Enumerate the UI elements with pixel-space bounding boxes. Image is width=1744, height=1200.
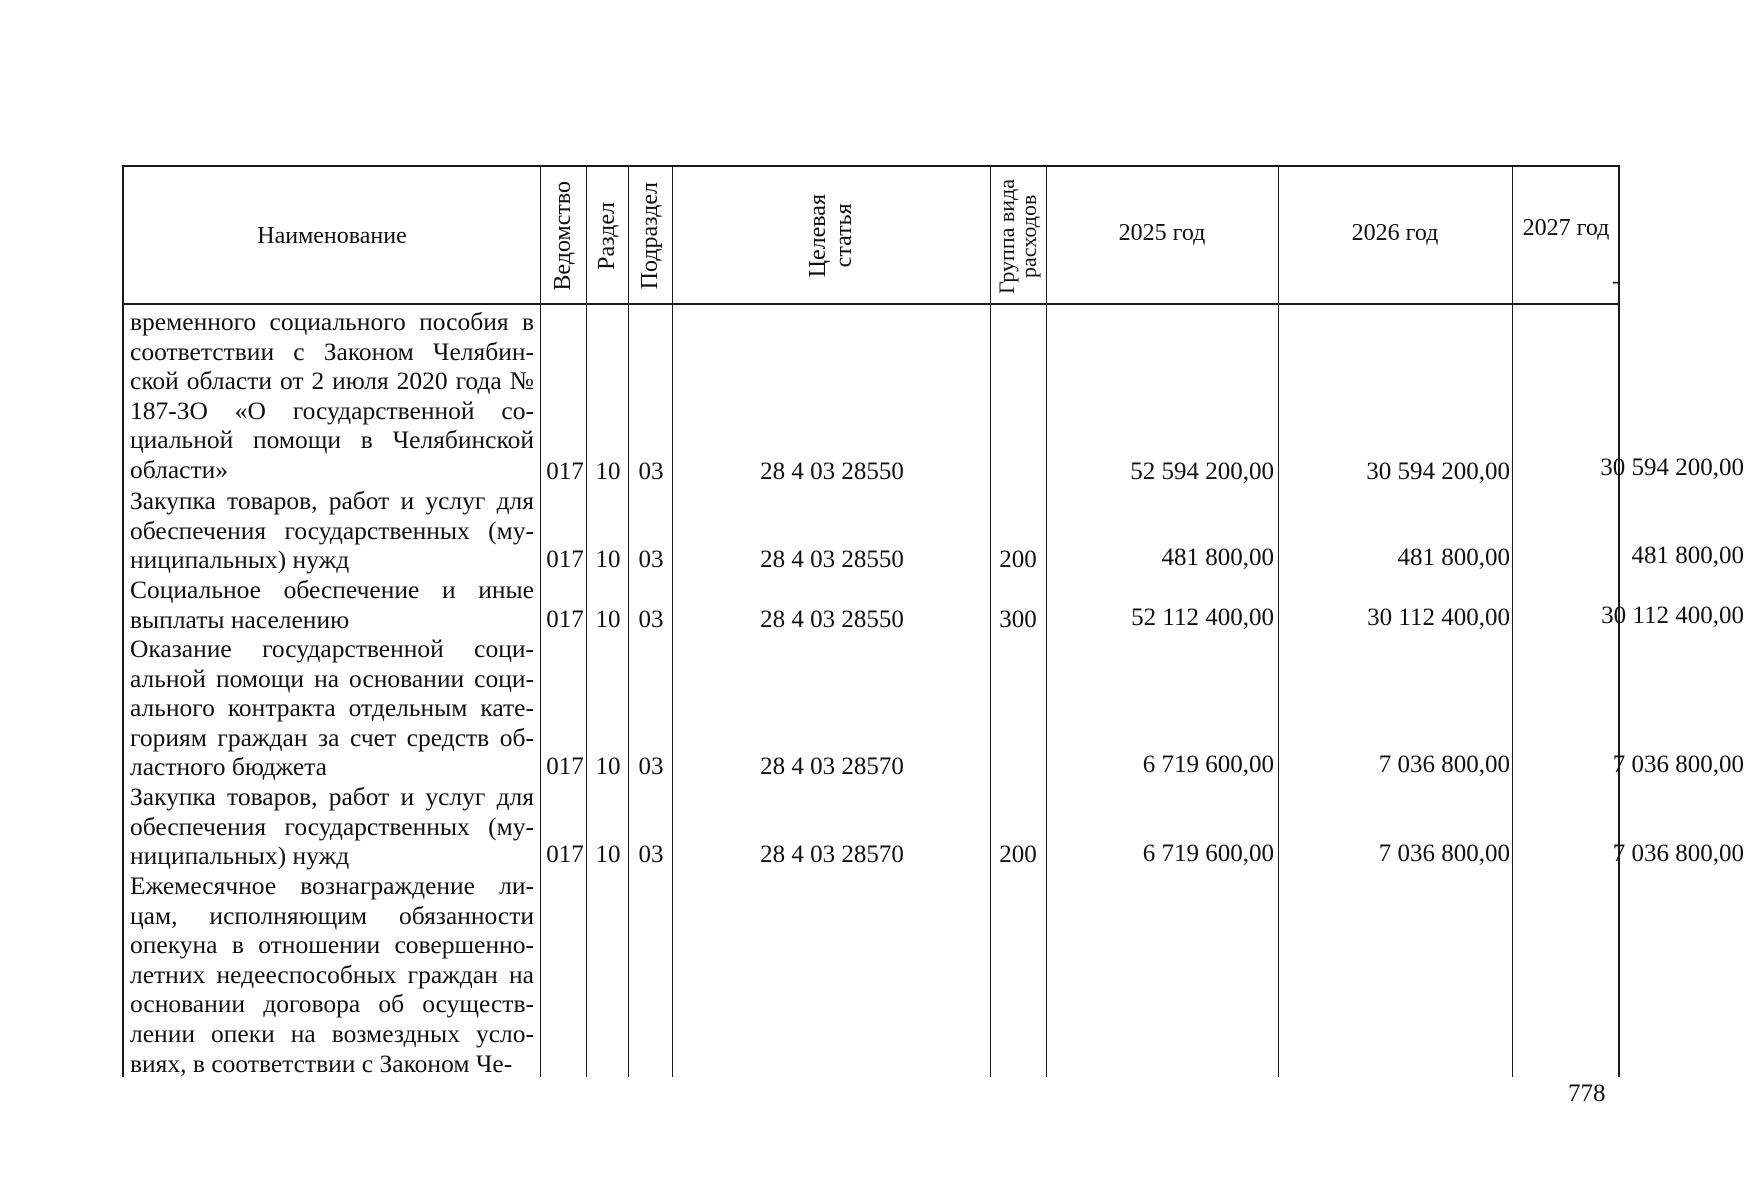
row-vedomstvo: 017 <box>546 458 584 485</box>
row-celevaya: 28 4 03 28570 <box>760 841 904 868</box>
row-podrazdel: 03 <box>638 546 664 573</box>
row-podrazdel: 03 <box>638 606 664 633</box>
header-name <box>124 167 540 305</box>
header-2027-label: 2027 год <box>1522 215 1610 241</box>
header-razdel <box>586 167 628 305</box>
row-podrazdel: 03 <box>638 841 664 868</box>
header-2027-mark: - <box>1612 268 1620 293</box>
header-podrazdel-label: Подраздел <box>637 182 663 290</box>
header-razdel-label: Раздел <box>594 202 620 270</box>
row-vedomstvo: 017 <box>546 753 584 780</box>
header-gruppa-line1: Группа вида <box>994 178 1019 294</box>
header-2027-cell <box>1512 167 1620 289</box>
row-2025: 52 594 200,00 <box>1130 458 1274 485</box>
row-name: Закупка товаров, работ и услуг для обеспечения государственных (муниципальных) нужд <box>130 782 534 871</box>
row-2027: 7 036 800,00 <box>1612 840 1744 867</box>
row-razdel: 10 <box>595 841 621 868</box>
row-2026: 30 594 200,00 <box>1366 458 1510 485</box>
row-name: Социальное обеспечение и иные выплаты населению <box>130 575 534 634</box>
row-gruppa: 200 <box>999 841 1037 868</box>
header-celevaya-line2: статья <box>831 204 857 268</box>
header-2026 <box>1278 167 1512 299</box>
row-2027: 7 036 800,00 <box>1612 751 1744 778</box>
row-celevaya: 28 4 03 28550 <box>760 458 904 485</box>
row-vedomstvo: 017 <box>546 546 584 573</box>
row-celevaya: 28 4 03 28550 <box>760 546 904 573</box>
row-gruppa: 200 <box>999 546 1037 573</box>
row-razdel: 10 <box>595 458 621 485</box>
header-2025 <box>1046 167 1278 299</box>
header-2026-label: 2026 год <box>1351 220 1439 246</box>
header-2025-label: 2025 год <box>1118 220 1206 246</box>
row-razdel: 10 <box>595 606 621 633</box>
row-gruppa: 300 <box>999 606 1037 633</box>
row-2026: 30 112 400,00 <box>1367 604 1510 631</box>
row-vedomstvo: 017 <box>546 841 584 868</box>
row-podrazdel: 03 <box>638 458 664 485</box>
row-podrazdel: 03 <box>638 753 664 780</box>
header-gruppa-line2: расходов <box>1016 194 1041 278</box>
row-celevaya: 28 4 03 28570 <box>760 753 904 780</box>
row-2025: 6 719 600,00 <box>1142 840 1274 867</box>
budget-table <box>122 165 1744 1078</box>
header-celevaya-text <box>805 194 857 277</box>
row-name: Закупка товаров, работ и услуг для обеспечения государственных (муниципальных) нужд <box>130 486 534 575</box>
row-name: Ежемесячное вознаграждение лицам, исполняющим обязанности опекуна в отношении совершеннолетних недееспособных граждан на основании договора об осуществлении опеки на возмездных условиях, в соответствии с Законом Че- <box>130 871 534 1078</box>
page-number: 778 <box>1568 1080 1606 1107</box>
header-name-label: Наименование <box>257 223 407 249</box>
header-podrazdel <box>628 167 672 305</box>
row-2027: 30 594 200,00 <box>1600 454 1744 481</box>
header-celevaya-line1: Целевая <box>805 194 831 278</box>
header-celevaya-statya <box>672 167 990 305</box>
header-gruppa <box>990 167 1046 305</box>
row-razdel: 10 <box>595 546 621 573</box>
row-name: временного социального пособия в соответствии с Законом Челябинской области от 2 июля 2020 года № 187-ЗО «О государственной социальной помощи в Челябинской области» <box>130 307 534 484</box>
row-celevaya: 28 4 03 28550 <box>760 606 904 633</box>
row-2027: 30 112 400,00 <box>1601 602 1744 629</box>
header-vedomstvo <box>540 167 586 305</box>
row-razdel: 10 <box>595 753 621 780</box>
row-2025: 481 800,00 <box>1161 544 1274 571</box>
header-gruppa-text <box>996 179 1040 294</box>
row-2026: 7 036 800,00 <box>1378 751 1510 778</box>
row-name: Оказание государственной социальной помощи на основании социального контракта отдельным категориям граждан за счет средств областного бюджета <box>130 634 534 782</box>
row-2026: 481 800,00 <box>1397 544 1510 571</box>
row-2025: 52 112 400,00 <box>1131 604 1274 631</box>
row-2026: 7 036 800,00 <box>1378 840 1510 867</box>
row-2025: 6 719 600,00 <box>1142 751 1274 778</box>
header-vedomstvo-label: Ведомство <box>550 181 576 291</box>
row-vedomstvo: 017 <box>546 606 584 633</box>
row-2027: 481 800,00 <box>1631 542 1744 569</box>
